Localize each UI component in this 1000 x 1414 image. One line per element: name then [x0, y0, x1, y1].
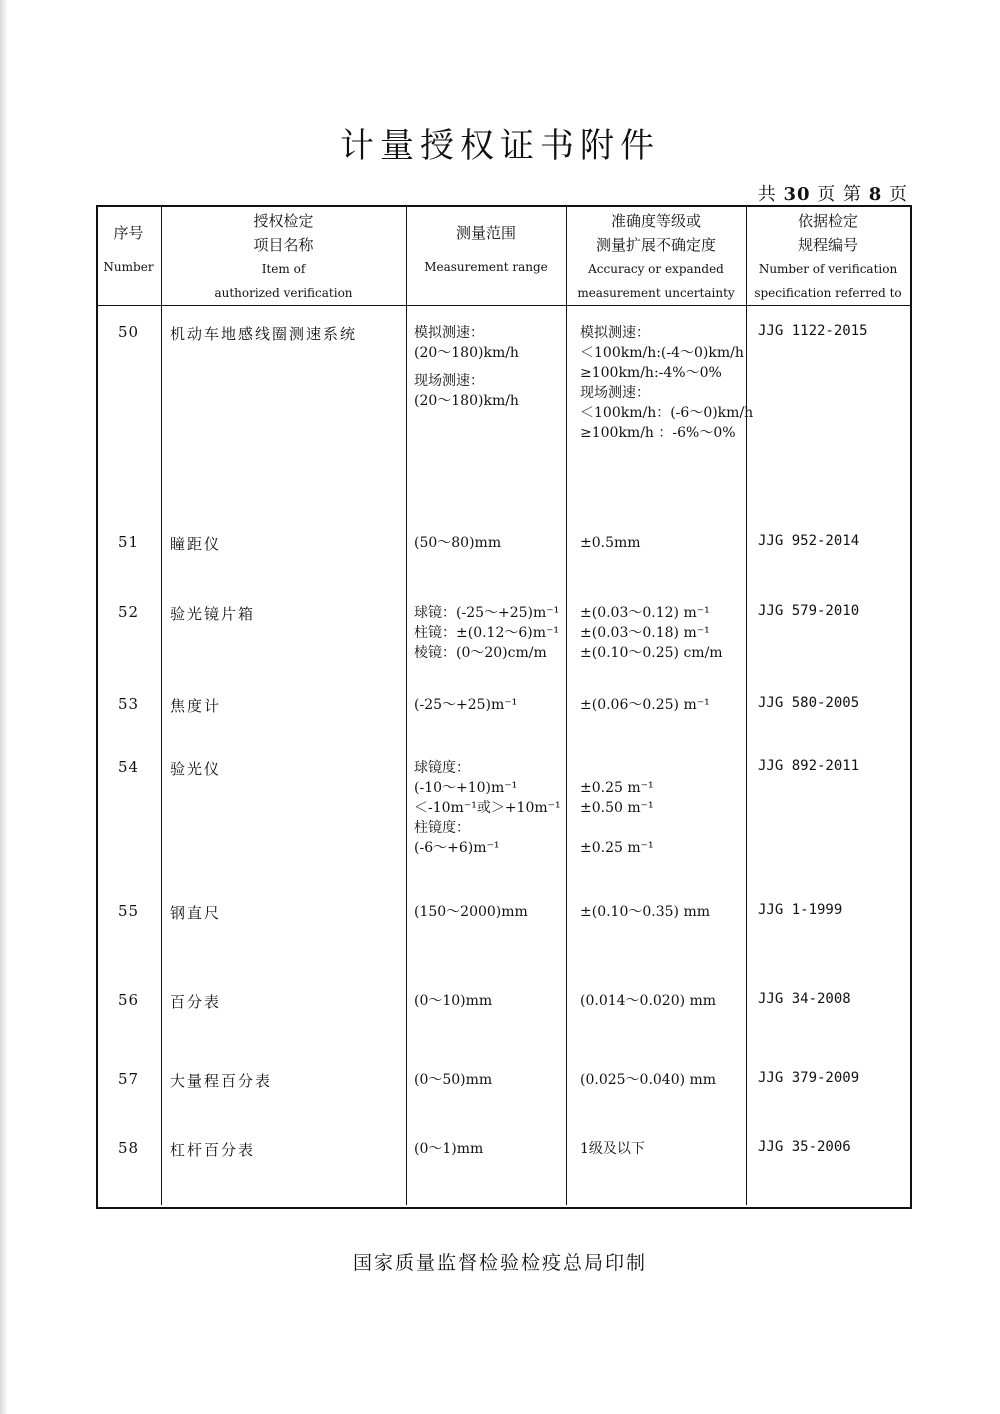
accuracy-line: ＜100km/h:(-4～0)km/h	[580, 345, 744, 361]
row-measurement-range	[414, 533, 564, 553]
range-line: (0～50)mm	[414, 1072, 493, 1088]
range-line: (-25～+25)m⁻¹	[414, 697, 518, 713]
header-range-en: Measurement range	[424, 260, 548, 274]
range-line: 模拟测速：	[414, 325, 484, 341]
range-line: (50～80)mm	[414, 535, 502, 551]
accuracy-line: ≥100km/h:-4%～0%	[580, 365, 722, 381]
accuracy-line: ±0.25 m⁻¹	[580, 780, 654, 796]
header-range-cn: 测量范围	[455, 224, 516, 242]
row-item-name: 杠杆百分表	[170, 1141, 256, 1159]
row-measurement-range	[414, 1070, 564, 1090]
header-item	[161, 205, 406, 305]
header-accuracy-en1: Accuracy or expanded	[588, 262, 724, 276]
page-edge-shadow	[0, 0, 8, 1414]
accuracy-line: ±0.5mm	[580, 535, 641, 551]
accuracy-line: 模拟测速：	[580, 325, 650, 341]
range-line: 棱镜：(0～20)cm/m	[414, 645, 547, 661]
range-line: (0～1)mm	[414, 1141, 484, 1157]
range-line: (-6～+6)m⁻¹	[414, 840, 500, 856]
header-number	[96, 205, 161, 305]
range-line: 球镜度：	[414, 760, 470, 776]
header-item-en1: Item of	[261, 262, 306, 276]
header-divider	[96, 305, 912, 306]
header-item-cn2: 项目名称	[253, 236, 314, 254]
accuracy-line: ＜100km/h：(-6～0)km/h	[580, 405, 754, 421]
footer-publisher: 国家质量监督检验检疫总局印制	[352, 1252, 647, 1274]
row-measurement-range	[414, 1139, 564, 1159]
row-item-name: 验光仪	[170, 760, 222, 778]
column-divider	[406, 205, 407, 1205]
accuracy-line: ±0.25 m⁻¹	[580, 840, 654, 856]
range-line: (20～180)km/h	[414, 345, 519, 361]
row-measurement-range	[414, 902, 564, 922]
row-accuracy	[580, 533, 760, 553]
page-total: 30	[783, 184, 811, 205]
row-spec-code: JJG 579-2010	[758, 603, 860, 619]
row-number: 52	[118, 603, 140, 621]
row-spec-code: JJG 1122-2015	[758, 323, 868, 339]
accuracy-line: ±(0.03～0.18) m⁻¹	[580, 625, 710, 641]
column-divider	[566, 205, 567, 1205]
range-line: 柱镜：±(0.12～6)m⁻¹	[414, 625, 560, 641]
row-accuracy	[580, 991, 760, 1011]
header-accuracy-cn1: 准确度等级或	[610, 212, 701, 230]
accuracy-line	[580, 758, 760, 778]
row-item-name: 验光镜片箱	[170, 605, 256, 623]
header-spec-en2: specification referred to	[754, 286, 902, 300]
row-spec-code: JJG 35-2006	[758, 1139, 851, 1155]
row-accuracy	[580, 758, 760, 858]
row-item-name: 大量程百分表	[170, 1072, 273, 1090]
row-accuracy	[580, 1139, 760, 1159]
row-spec-code: JJG 892-2011	[758, 758, 860, 774]
accuracy-line: 现场测速：	[580, 385, 650, 401]
header-range	[406, 205, 566, 305]
column-divider	[161, 205, 162, 1205]
accuracy-line: ±(0.10～0.25) cm/m	[580, 645, 723, 661]
row-number: 56	[118, 991, 140, 1009]
document-title: 计量授权证书附件	[340, 126, 660, 166]
row-measurement-range	[414, 991, 564, 1011]
accuracy-line: ±(0.06～0.25) m⁻¹	[580, 697, 710, 713]
accuracy-line: (0.014～0.020) mm	[580, 993, 717, 1009]
header-accuracy-en2: measurement uncertainty	[577, 286, 735, 300]
row-item-name: 百分表	[170, 993, 222, 1011]
row-spec-code: JJG 379-2009	[758, 1070, 860, 1086]
row-measurement-range	[414, 695, 564, 715]
row-spec-code: JJG 580-2005	[758, 695, 860, 711]
header-accuracy-cn2: 测量扩展不确定度	[595, 236, 716, 254]
row-measurement-range	[414, 603, 564, 663]
accuracy-line: (0.025～0.040) mm	[580, 1072, 717, 1088]
range-line: ＜-10m⁻¹或＞+10m⁻¹	[414, 800, 561, 816]
page-total-suffix: 页	[817, 184, 837, 205]
range-line: 现场测速：	[414, 373, 484, 389]
authorization-table	[96, 205, 912, 1210]
row-number: 58	[118, 1139, 140, 1157]
header-accuracy	[566, 205, 746, 305]
row-accuracy	[580, 902, 760, 922]
range-line: (0～10)mm	[414, 993, 493, 1009]
row-number: 54	[118, 758, 140, 776]
row-item-name: 钢直尺	[170, 904, 222, 922]
page-current: 8	[868, 184, 883, 205]
row-spec-code: JJG 1-1999	[758, 902, 843, 918]
accuracy-line: ±(0.10～0.35) mm	[580, 904, 710, 920]
row-number: 51	[118, 533, 140, 551]
row-number: 50	[118, 323, 140, 341]
header-item-en2: authorized verification	[214, 286, 353, 300]
header-number-en: Number	[103, 260, 154, 274]
range-line	[414, 363, 564, 371]
accuracy-line: ±0.50 m⁻¹	[580, 800, 654, 816]
page-current-suffix: 页	[889, 184, 908, 205]
row-spec-code: JJG 34-2008	[758, 991, 851, 1007]
row-accuracy	[580, 695, 760, 715]
header-item-cn1: 授权检定	[253, 212, 314, 230]
row-item-name: 瞳距仪	[170, 535, 222, 553]
row-accuracy	[580, 603, 760, 663]
page-info	[758, 180, 908, 206]
header-spec-cn1: 依据检定	[797, 212, 858, 230]
row-spec-code: JJG 952-2014	[758, 533, 860, 549]
row-item-name: 焦度计	[170, 697, 222, 715]
accuracy-line	[580, 818, 760, 838]
header-spec-en1: Number of verification	[758, 262, 898, 276]
row-number: 55	[118, 902, 140, 920]
range-line: 柱镜度：	[414, 820, 470, 836]
header-number-cn: 序号	[113, 224, 144, 242]
row-accuracy	[580, 323, 760, 443]
accuracy-line: 1级及以下	[580, 1141, 645, 1157]
range-line: 球镜：(-25～+25)m⁻¹	[414, 605, 560, 621]
header-spec	[746, 205, 910, 305]
row-measurement-range	[414, 323, 564, 411]
accuracy-line: ±(0.03～0.12) m⁻¹	[580, 605, 710, 621]
page-total-prefix: 共	[757, 184, 777, 205]
row-accuracy	[580, 1070, 760, 1090]
range-line: (150～2000)mm	[414, 904, 528, 920]
row-number: 53	[118, 695, 140, 713]
range-line: (20～180)km/h	[414, 393, 519, 409]
range-line: (-10～+10)m⁻¹	[414, 780, 518, 796]
page-current-prefix: 第	[843, 184, 862, 205]
row-measurement-range	[414, 758, 564, 858]
accuracy-line: ≥100km/h ：-6%～0%	[580, 425, 736, 441]
header-spec-cn2: 规程编号	[797, 236, 858, 254]
row-number: 57	[118, 1070, 140, 1088]
row-item-name: 机动车地感线圈测速系统	[170, 325, 358, 343]
